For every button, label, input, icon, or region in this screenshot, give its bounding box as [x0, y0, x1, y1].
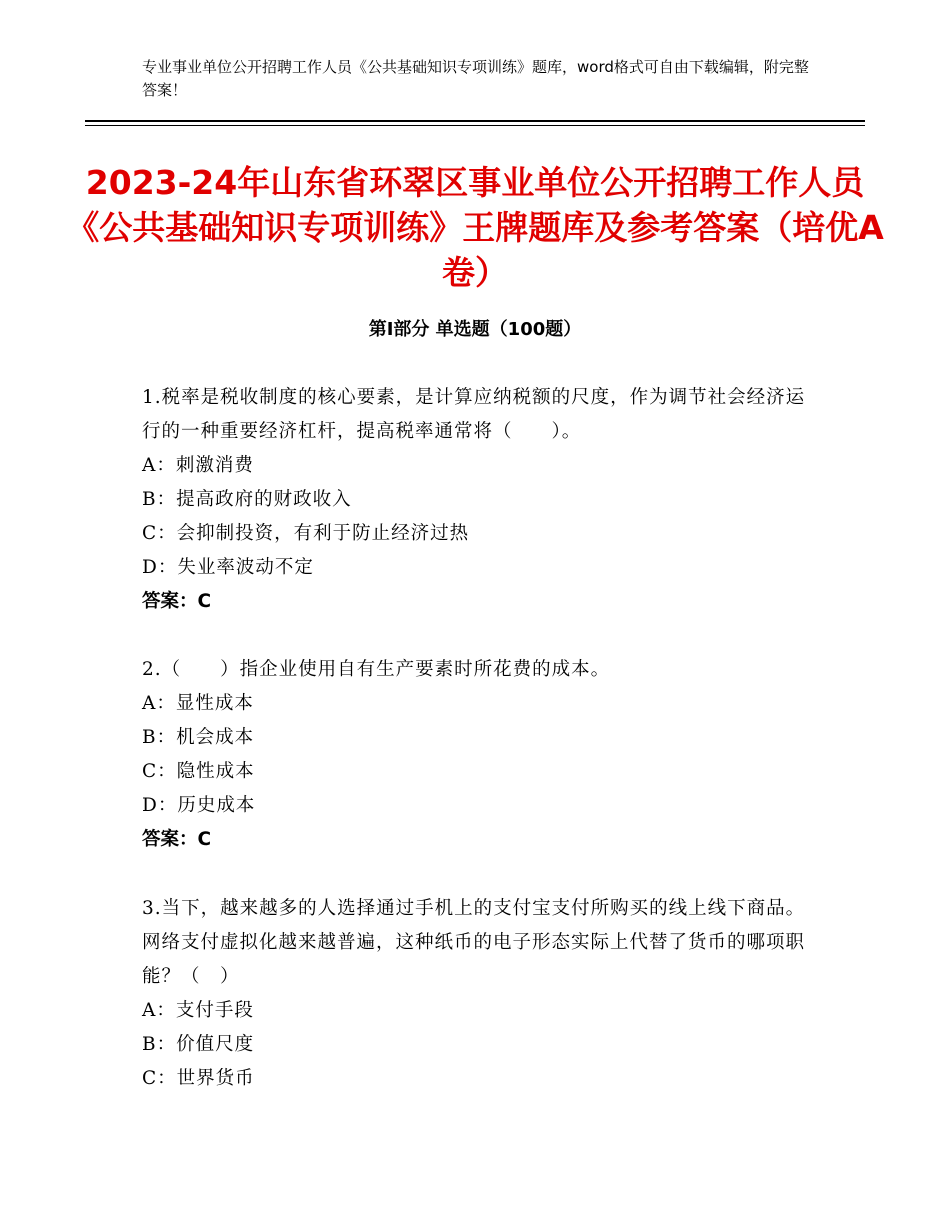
- question-stem: 1.税率是税收制度的核心要素，是计算应纳税额的尺度，作为调节社会经济运行的一种重要经济杠杆，提高税率通常将（ ）。: [142, 387, 806, 442]
- header-divider-thick: [85, 120, 865, 122]
- option-d: D：失业率波动不定: [142, 557, 314, 578]
- header-note: 专业事业单位公开招聘工作人员《公共基础知识专项训练》题库，word格式可自由下载编辑，附完整答案！: [142, 58, 809, 99]
- option-a: A：支付手段: [142, 1000, 254, 1021]
- question-stem: 3.当下，越来越多的人选择通过手机上的支付宝支付所购买的线上线下商品。网络支付虚拟化越来越普遍，这种纸币的电子形态实际上代替了货币的哪项职能？（ ）: [142, 898, 806, 987]
- question-2: [142, 653, 812, 857]
- header-divider-thin: [85, 125, 865, 126]
- answer: 答案：C: [142, 591, 212, 612]
- option-c: C：世界货币: [142, 1068, 255, 1089]
- option-a: A：显性成本: [142, 693, 254, 714]
- question-stem: 2.（ ）指企业使用自有生产要素时所花费的成本。: [142, 659, 611, 680]
- section-title: 第Ⅰ部分 单选题（100题）: [368, 319, 582, 340]
- option-c: C：隐性成本: [142, 761, 255, 782]
- option-d: D：历史成本: [142, 795, 256, 816]
- option-b: B：价值尺度: [142, 1034, 255, 1055]
- option-c: C：会抑制投资，有利于防止经济过热: [142, 523, 470, 544]
- question-3: [142, 892, 812, 1096]
- question-1: [142, 381, 812, 619]
- option-b: B：提高政府的财政收入: [142, 489, 352, 510]
- option-a: A：刺激消费: [142, 455, 254, 476]
- option-b: B：机会成本: [142, 727, 255, 748]
- document-title: 2023-24年山东省环翠区事业单位公开招聘工作人员《公共基础知识专项训练》王牌题库及参考答案（培优A卷）: [66, 163, 884, 292]
- answer: 答案：C: [142, 829, 212, 850]
